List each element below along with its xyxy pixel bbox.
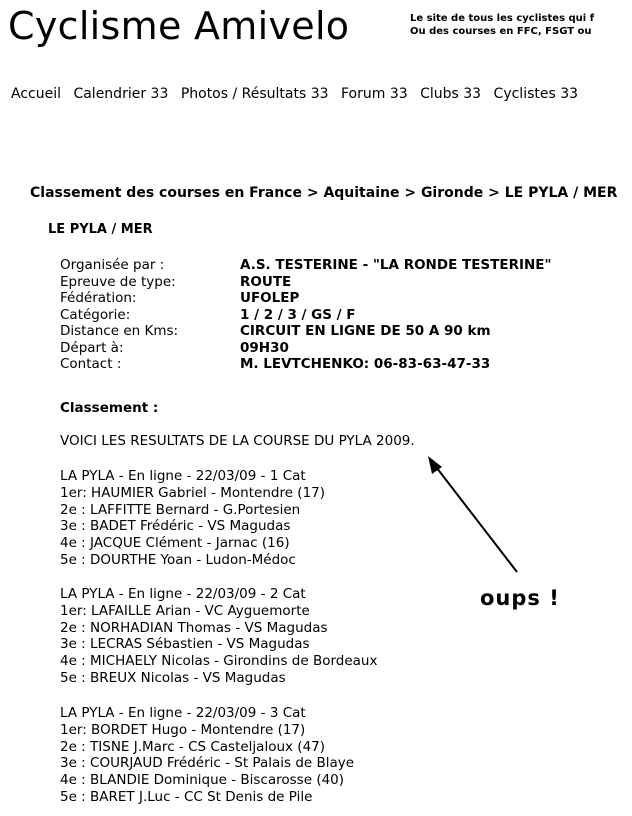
nav-item-calendrier[interactable]: Calendrier 33 bbox=[73, 86, 169, 102]
result-line: 1er: LAFAILLE Arian - VC Ayguemorte bbox=[60, 602, 310, 619]
info-value: UFOLEP bbox=[240, 290, 300, 306]
result-line: 4e : BLANDIE Dominique - Biscarosse (40) bbox=[60, 772, 345, 789]
result-line: 1er: HAUMIER Gabriel - Montendre (17) bbox=[60, 484, 326, 501]
result-line: 2e : NORHADIAN Thomas - VS Magudas bbox=[60, 619, 328, 636]
result-line: 5e : DOURTHE Yoan - Ludon-Médoc bbox=[60, 551, 296, 568]
site-title[interactable]: Cyclisme Amivelo bbox=[8, 4, 350, 48]
info-value: ROUTE bbox=[240, 273, 292, 290]
nav-item-cyclistes[interactable]: Cyclistes 33 bbox=[493, 86, 579, 102]
info-value: A.S. TESTERINE - "LA RONDE TESTERINE" bbox=[240, 257, 552, 273]
arrow-shaft bbox=[433, 463, 517, 572]
result-line: 3e : BADET Frédéric - VS Magudas bbox=[60, 518, 291, 535]
result-block-header: LA PYLA - En ligne - 22/03/09 - 2 Cat bbox=[60, 586, 306, 602]
result-block-header: LA PYLA - En ligne - 22/03/09 - 1 Cat bbox=[60, 468, 306, 484]
info-label: Fédération: bbox=[60, 290, 137, 306]
result-line: 4e : JACQUE Clément - Jarnac (16) bbox=[60, 535, 290, 552]
result-line: 4e : MICHAELY Nicolas - Girondins de Bordeaux bbox=[60, 653, 378, 670]
breadcrumb: Classement des courses en France > Aquitaine > Gironde > LE PYLA / MER bbox=[30, 185, 618, 201]
results-intro: VOICI LES RESULTATS DE LA COURSE DU PYLA 2009. bbox=[60, 433, 415, 449]
info-label: Départ à: bbox=[60, 339, 124, 356]
result-line: 5e : BARET J.Luc - CC St Denis de Pile bbox=[60, 788, 313, 805]
result-line: 2e : LAFFITTE Bernard - G.Portesien bbox=[60, 501, 301, 518]
tagline-line-2: Ou des courses en FFC, FSGT ou bbox=[410, 26, 592, 37]
info-value: 1 / 2 / 3 / GS / F bbox=[240, 306, 356, 323]
nav-item-forum[interactable]: Forum 33 bbox=[341, 86, 408, 102]
info-label: Contact : bbox=[60, 356, 122, 372]
info-value: 09H30 bbox=[240, 339, 289, 356]
info-value: M. LEVTCHENKO: 06-83-63-47-33 bbox=[240, 356, 491, 372]
result-block-header: LA PYLA - En ligne - 22/03/09 - 3 Cat bbox=[60, 705, 306, 721]
info-value: CIRCUIT EN LIGNE DE 50 A 90 km bbox=[240, 323, 491, 339]
info-label: Distance en Kms: bbox=[60, 323, 179, 339]
info-label: Catégorie: bbox=[60, 306, 131, 323]
nav-item-accueil[interactable]: Accueil bbox=[11, 86, 61, 102]
race-title: LE PYLA / MER bbox=[48, 222, 153, 237]
nav-item-clubs[interactable]: Clubs 33 bbox=[420, 86, 482, 102]
tagline-line-1: Le site de tous les cyclistes qui f bbox=[410, 13, 595, 24]
classement-heading: Classement : bbox=[60, 400, 159, 416]
result-line: 5e : BREUX Nicolas - VS Magudas bbox=[60, 669, 286, 686]
result-line: 3e : LECRAS Sébastien - VS Magudas bbox=[60, 636, 310, 653]
info-label: Organisée par : bbox=[60, 257, 165, 273]
result-line: 2e : TISNE J.Marc - CS Casteljaloux (47) bbox=[60, 738, 326, 755]
info-label: Epreuve de type: bbox=[60, 273, 176, 290]
nav-item-photos-resultats[interactable]: Photos / Résultats 33 bbox=[180, 86, 329, 102]
result-line: 1er: BORDET Hugo - Montendre (17) bbox=[60, 721, 306, 738]
result-line: 3e : COURJAUD Frédéric - St Palais de Blaye bbox=[60, 755, 355, 772]
annotation-text: oups ! bbox=[480, 586, 560, 610]
